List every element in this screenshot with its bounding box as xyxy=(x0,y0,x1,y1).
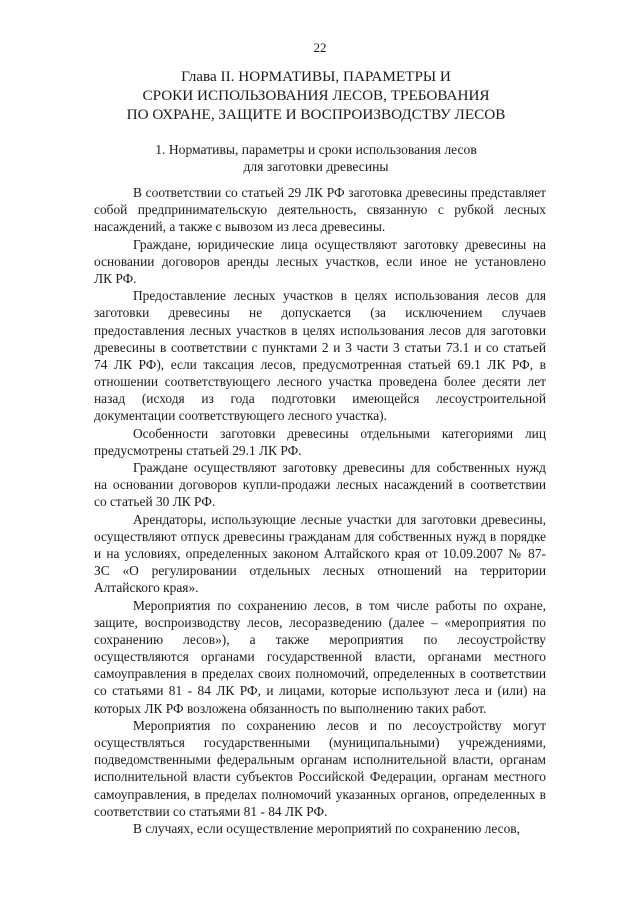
paragraph xyxy=(94,820,546,837)
paragraph-line: сохранению лесов»), а также мероприятия по лесоустройству xyxy=(94,631,546,647)
paragraph-line: предоставления лесных участков в целях использования лесов для заготовки xyxy=(94,322,546,338)
paragraph-line: Арендаторы, использующие лесные участки для заготовки древесины, xyxy=(133,511,546,527)
paragraph-line: со статьей 30 ЛК РФ. xyxy=(94,494,216,510)
paragraph-line: Мероприятия по сохранению лесов и по лесоустройству могут xyxy=(133,717,546,733)
chapter-title-line: Глава II. НОРМАТИВЫ, ПАРАМЕТРЫ И xyxy=(181,68,451,85)
paragraph-line: собой предпринимательскую деятельность, связанную с рубкой лесных xyxy=(94,202,546,218)
chapter-title-line: СРОКИ ИСПОЛЬЗОВАНИЯ ЛЕСОВ, ТРЕБОВАНИЯ xyxy=(142,87,490,104)
paragraph-line: защите, воспроизводству лесов, лесоразведению (далее – «мероприятия по xyxy=(94,614,546,630)
paragraph xyxy=(94,184,546,236)
paragraph-line: древесины в соответствии с пунктами 2 и 3 части 3 статьи 73.1 и со статьей xyxy=(94,339,546,355)
paragraph xyxy=(94,717,546,820)
paragraph-line: назад (исходя из года подготовки имеющейся лесоустроительной xyxy=(94,391,546,407)
paragraph-line: Алтайского края». xyxy=(94,580,199,596)
paragraph-line: Граждане, юридические лица осуществляют заготовку древесины на xyxy=(133,236,546,252)
paragraph-line: Граждане осуществляют заготовку древесины для собственных нужд xyxy=(133,460,546,475)
paragraph xyxy=(94,287,546,425)
paragraph-line: Особенности заготовки древесины отдельными категориями лиц xyxy=(133,425,546,441)
section-title-line: 1. Нормативы, параметры и сроки использования лесов xyxy=(155,142,477,157)
paragraph xyxy=(94,511,546,597)
paragraph-line: самоуправления, в пределах полномочий указанных органов, определенных в xyxy=(94,786,546,802)
chapter-title-line: ПО ОХРАНЕ, ЗАЩИТЕ И ВОСПРОИЗВОДСТВУ ЛЕСОВ xyxy=(126,106,506,123)
paragraph-line: документации соответствующего лесного участка). xyxy=(94,408,387,424)
paragraph-line: со статьями 81 - 84 ЛК РФ, и лицами, которые используют леса и (или) на xyxy=(94,683,546,699)
paragraph-line: осуществляются органами государственной власти, органами местного xyxy=(94,649,546,665)
page-number: 22 xyxy=(313,40,327,55)
paragraph-line: насаждений, а также с вывозом из леса древесины. xyxy=(94,219,386,235)
paragraph-line: основании договоров аренды лесных участков, если иное не установлено xyxy=(94,253,546,269)
paragraph-line: Мероприятия по сохранению лесов, в том числе работы по охране, xyxy=(133,597,546,613)
paragraph-line: 74 ЛК РФ), если таксация лесов, предусмотренная статьей 69.1 ЛК РФ, в xyxy=(94,356,546,372)
paragraph-line: которых ЛК РФ возложена обязанность по выполнению таких работ. xyxy=(94,700,487,716)
paragraph-line: осуществляют отпуск древесины гражданам для собственных нужд в порядке xyxy=(94,528,546,544)
paragraph-line: и на условиях, определенных законом Алтайского края от 10.09.2007 № 87- xyxy=(94,545,546,561)
paragraph-line: предусмотрены статьей 29.1 ЛК РФ. xyxy=(94,442,302,458)
paragraph-line: В соответствии со статьей 29 ЛК РФ заготовка древесины представляет xyxy=(133,185,546,200)
chapter-title xyxy=(96,67,536,124)
paragraph-line: Предоставление лесных участков в целях использования лесов для xyxy=(133,288,546,304)
paragraph-line: исполнительной власти субъектов Российской Федерации, органам местного xyxy=(94,769,546,785)
body-text xyxy=(94,184,546,837)
paragraph xyxy=(94,459,546,511)
paragraph-line: подведомственными федеральным органам исполнительной власти, органам xyxy=(94,752,546,768)
paragraph-line: соответствии со статьями 81 - 84 ЛК РФ. xyxy=(94,803,328,819)
paragraph-line: на основании договоров купли-продажи лесных насаждений в соответствии xyxy=(94,477,546,493)
paragraph-line: ЛК РФ. xyxy=(94,270,137,286)
paragraph-line: отношении соответствующего лесного участка проведена более десяти лет xyxy=(94,374,546,390)
paragraph-line: заготовки древесины не допускается (за исключением случаев xyxy=(94,305,546,321)
paragraph-line: осуществляться государственными (муниципальными) учреждениями, xyxy=(94,735,546,750)
paragraph-line: самоуправления в пределах своих полномочий, определенных в соответствии xyxy=(94,666,546,682)
paragraph-line: ЗС «О регулировании отдельных лесных отношений на территории xyxy=(94,563,546,579)
paragraph xyxy=(94,425,546,459)
section-title-line: для заготовки древесины xyxy=(243,159,389,174)
paragraph xyxy=(94,597,546,717)
section-title xyxy=(96,141,536,175)
paragraph-line: В случаях, если осуществление мероприятий по сохранению лесов, xyxy=(133,820,520,836)
paragraph xyxy=(94,236,546,288)
